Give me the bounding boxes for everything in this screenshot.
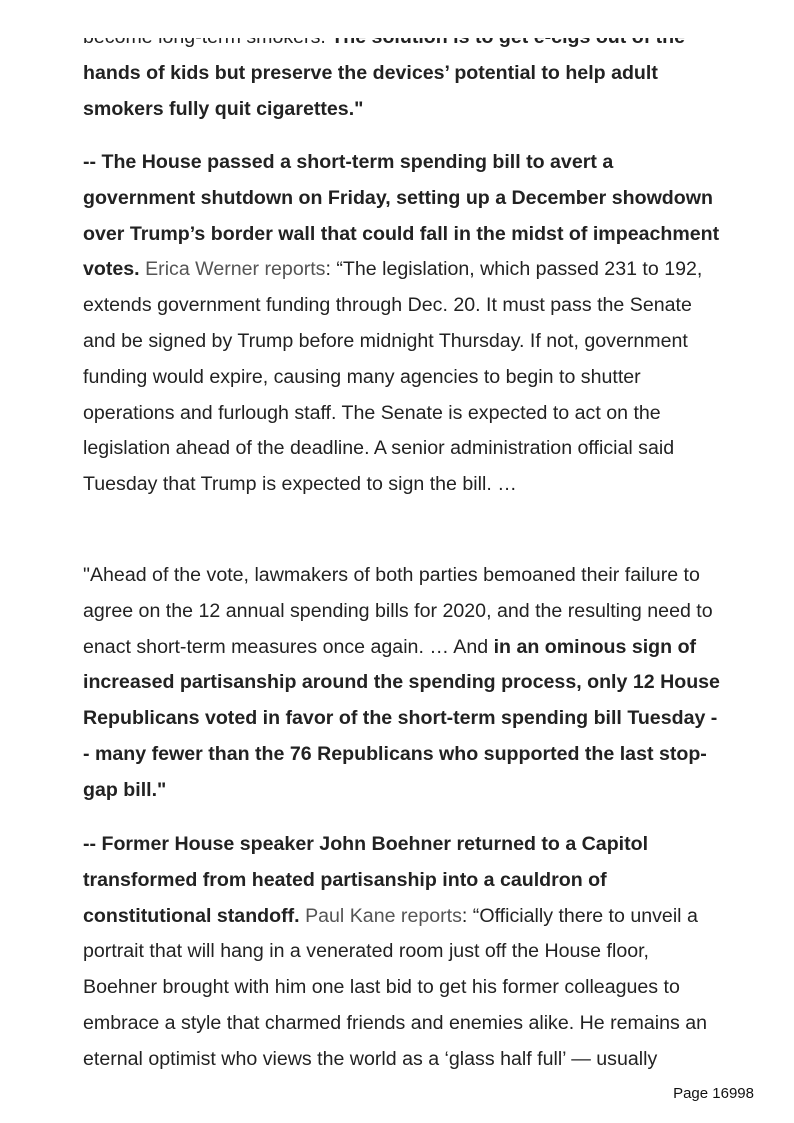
paragraph-boehner xyxy=(83,827,723,1078)
paragraph-house-spending-bill xyxy=(83,145,723,503)
paragraph-text: : “The legislation, which passed 231 to 192, extends government funding through Dec. 20. It must pass the Senate and be signed by Trump before midnight Thursday. If not, government funding would expire, causing many agencies to begin to shutter operations and furlough staff. The Senate is expected to act on the legislation ahead of the deadline. A senior administration official said Tuesday that Trump is expected to sign the bill. … xyxy=(83,258,703,496)
paragraph-headline: -- Former House speaker John Boehner returned to a Capitol transformed from heated partisanship into a cauldron of constitutional standoff. xyxy=(83,833,649,927)
paragraph-text: : “Officially there to unveil a portrait that will hang in a venerated room just off the House floor, Boehner brought with him one last bid to get his former colleagues to embrace a style that charmed friends and enemies alike. He remains an eternal optimist who views the world as a ‘glass half full’ — usually xyxy=(83,904,708,1070)
paragraph-partisanship-quote xyxy=(83,558,723,809)
paragraph-text: "Ahead of the vote, lawmakers of both parties bemoaned their failure to agree on the 12 annual spending bills for 2020, and the resulting need to enact short-term measures once again. … And xyxy=(83,564,713,658)
page-number: Page 16998 xyxy=(673,1085,754,1102)
paragraph-bold-text: in an ominous sign of increased partisanship around the spending process, only 12 House Republicans voted in favor of the short-term spending bill Tuesday -- many fewer than the 76 Republicans who supported the last stop-gap bill." xyxy=(83,635,720,801)
reporter-link[interactable]: Erica Werner reports xyxy=(145,258,326,281)
page-top-cutoff xyxy=(83,0,723,38)
paragraph-headline: -- The House passed a short-term spending bill to avert a government shutdown on Friday, setting up a December showdown over Trump’s border wall that could fall in the midst of impeachment votes. xyxy=(83,151,720,281)
reporter-link[interactable]: Paul Kane reports xyxy=(305,904,462,927)
paragraph-bold-text: hands of kids but preserve the devices’ potential to help adult smokers fully quit cigarettes." xyxy=(83,61,658,120)
